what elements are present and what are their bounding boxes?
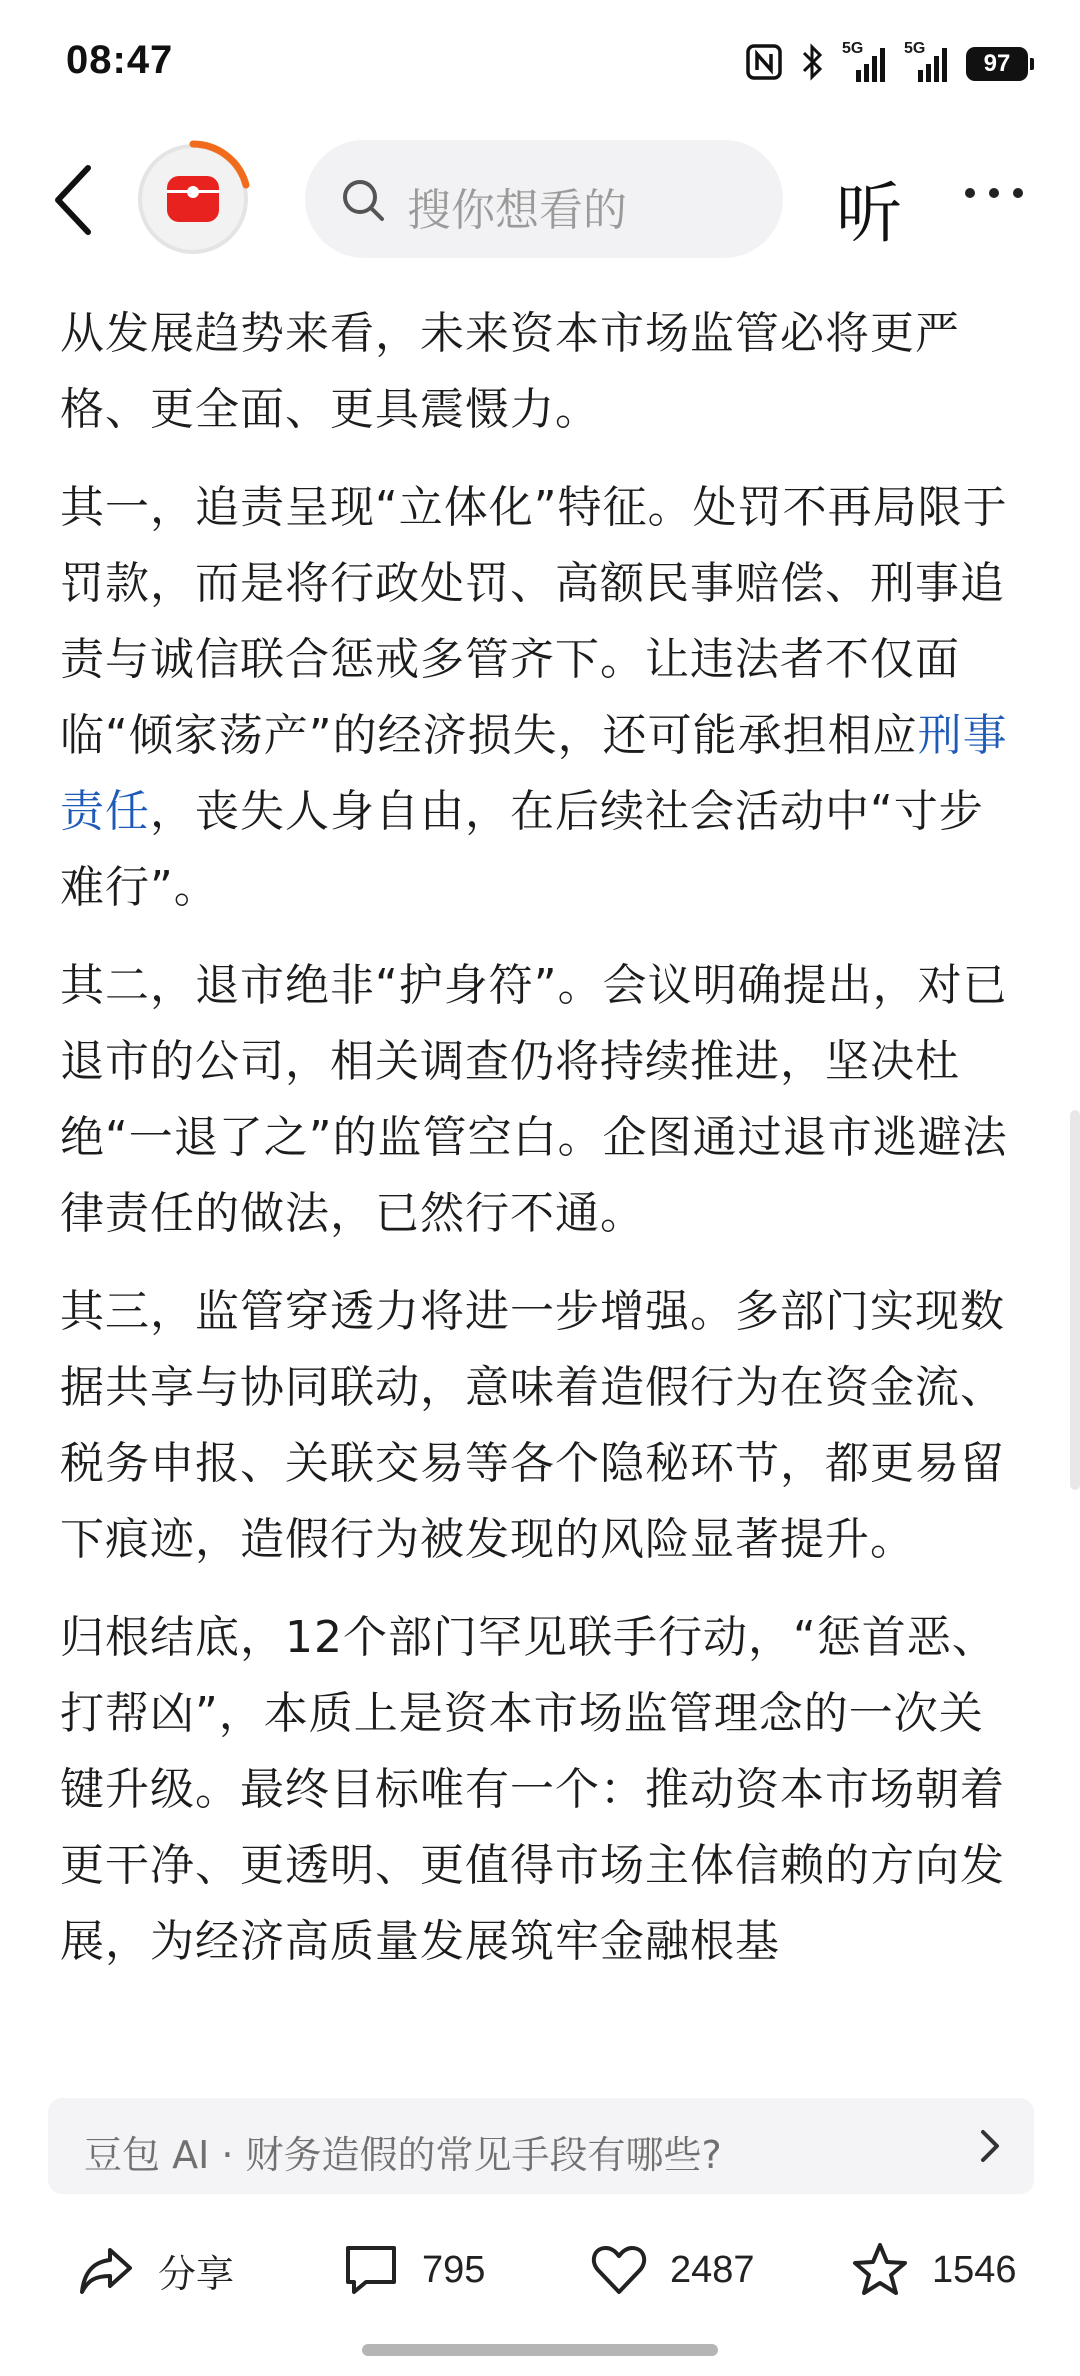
search-placeholder: 搜你想看的 — [407, 185, 627, 236]
like-button[interactable] — [590, 2240, 755, 2300]
back-button[interactable] — [48, 160, 98, 240]
dot-icon — [965, 188, 975, 198]
share-label: 分享 — [158, 2251, 235, 2296]
share-button[interactable] — [76, 2240, 234, 2300]
paragraph-text: ，丧失人身自由，在后续社会活动中“寸步难行”。 — [60, 786, 984, 913]
heart-icon — [590, 2240, 648, 2300]
star-icon — [850, 2240, 910, 2300]
article-paragraph: 从发展趋势来看，未来资本市场监管必将更严格、更全面、更具震慑力。 — [60, 308, 960, 435]
red-envelope-icon — [167, 176, 219, 222]
status-time: 08:47 — [66, 38, 174, 82]
article-paragraph — [60, 470, 1020, 926]
nfc-icon — [746, 44, 782, 84]
top-nav — [0, 130, 1080, 270]
like-count: 2487 — [670, 2248, 755, 2291]
battery-indicator: 97 — [966, 47, 1028, 81]
comment-icon — [342, 2240, 400, 2300]
article-paragraph: 其二，退市绝非“护身符”。会议明确提出，对已退市的公司，相关调查仍将持续推进，坚决杜绝“一退了之”的监管空白。企图通过退市逃避法律责任的做法，已然行不通。 — [60, 960, 1008, 1239]
more-options-button[interactable] — [965, 188, 1023, 198]
signal-label: 5G — [842, 40, 864, 57]
ai-suggestion-text: 豆包 AI · 财务造假的常见手段有哪些? — [84, 2133, 722, 2177]
signal-icon-2 — [904, 40, 948, 84]
back-arrow-icon — [48, 160, 98, 240]
favorite-count: 1546 — [932, 2248, 1017, 2291]
article-body — [60, 296, 1020, 2094]
signal-label-2: 5G — [904, 40, 926, 57]
favorite-button[interactable] — [850, 2240, 1017, 2300]
article-paragraph: 其三，监管穿透力将进一步增强。多部门实现数据共享与协同联动，意味着造假行为在资金流、税务申报、关联交易等各个隐秘环节，都更易留下痕迹，造假行为被发现的风险显著提升。 — [60, 1286, 1005, 1565]
article-paragraph: 归根结底，12个部门罕见联手行动，“惩首恶、打帮凶”，本质上是资本市场监管理念的一次关键升级。最终目标唯有一个：推动资本市场朝着更干净、更透明、更值得市场主体信赖的方向发展，为经济高质量发展筑牢金融根基 — [60, 1612, 1005, 1967]
comment-count: 795 — [422, 2248, 486, 2291]
listen-button[interactable]: 听 — [836, 175, 902, 252]
ai-suggestion-bar[interactable] — [48, 2098, 1034, 2194]
comment-button[interactable] — [342, 2240, 485, 2300]
status-bar — [0, 0, 1080, 120]
status-icons — [746, 42, 1028, 86]
search-icon — [341, 178, 385, 222]
search-bar[interactable] — [305, 140, 783, 258]
chevron-right-icon — [974, 2128, 1004, 2164]
bottom-action-bar — [0, 2220, 1080, 2320]
signal-icon — [842, 40, 886, 84]
paragraph-text: 其一，追责呈现“立体化”特征。处罚不再局限于罚款，而是将行政处罚、高额民事赔偿、刑事追责与诚信联合惩戒多管齐下。让违法者不仅面临“倾家荡产”的经济损失，还可能承担相应 — [60, 482, 1008, 761]
dot-icon — [1013, 188, 1023, 198]
dot-icon — [989, 188, 999, 198]
home-indicator[interactable] — [362, 2344, 718, 2356]
share-icon — [76, 2240, 136, 2300]
criminal-liability-link[interactable]: 刑事责任 — [60, 710, 1008, 837]
scrollbar[interactable] — [1070, 1110, 1080, 1490]
bluetooth-icon — [800, 43, 824, 85]
